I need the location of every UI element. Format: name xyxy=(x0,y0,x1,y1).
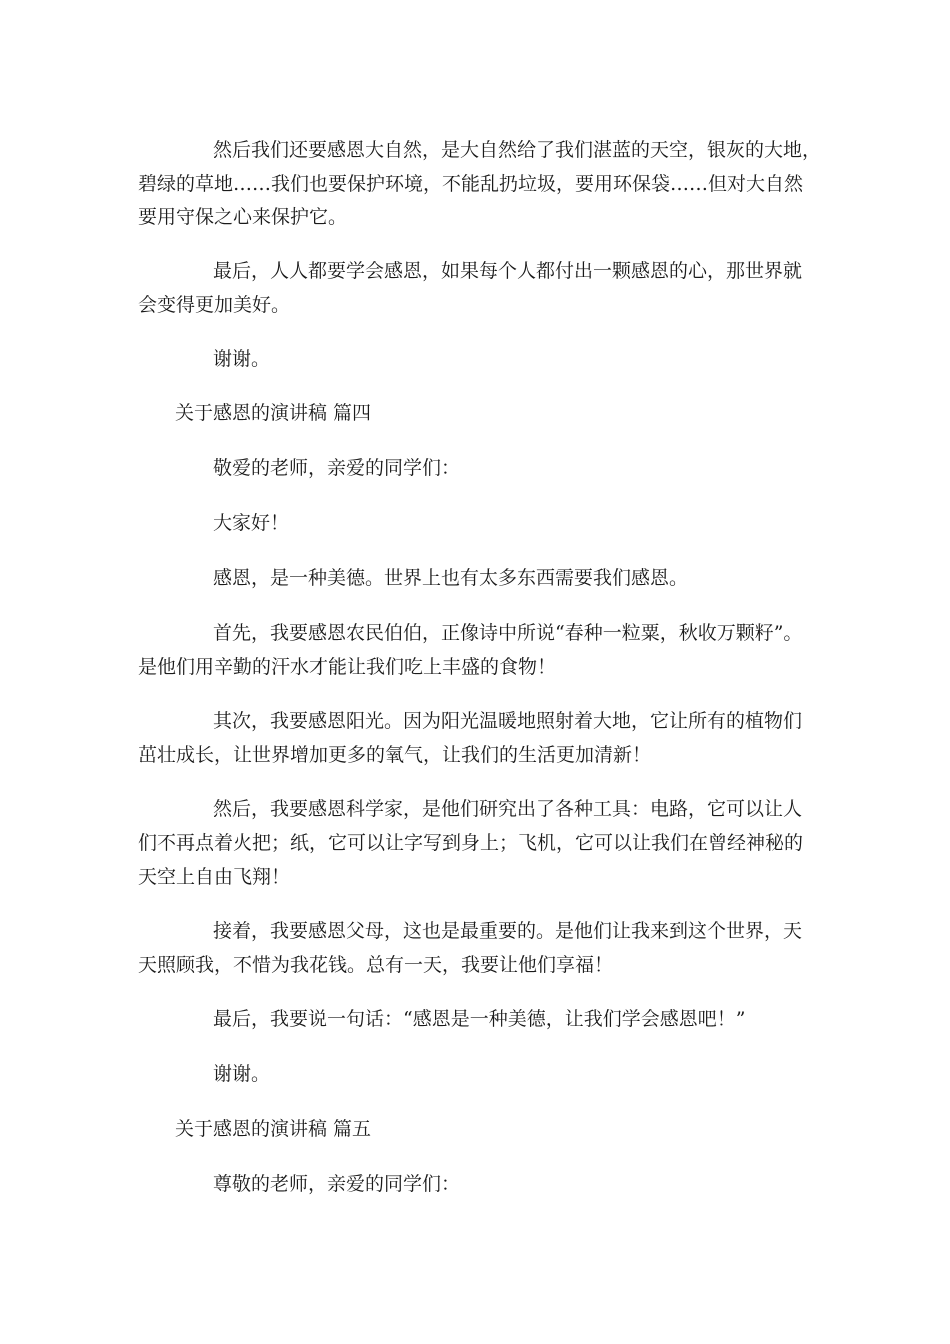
paragraph-line: 最后，人人都要学会感恩，如果每个人都付出一颗感恩的心，那世界就 xyxy=(213,260,803,282)
paragraph-line: 其次，我要感恩阳光。因为阳光温暖地照射着大地，它让所有的植物们 xyxy=(213,710,803,732)
paragraph-line: 天空上自由飞翔！ xyxy=(138,866,291,888)
paragraph-line: 要用守保之心来保护它。 xyxy=(138,206,348,228)
paragraph-line: 接着，我要感恩父母，这也是最重要的。是他们让我来到这个世界，天 xyxy=(213,920,803,942)
section-heading: 关于感恩的演讲稿 篇四 xyxy=(175,402,372,424)
paragraph-line: 首先，我要感恩农民伯伯，正像诗中所说“春种一粒粟，秋收万颗籽”。 xyxy=(213,622,803,644)
paragraph-line: 谢谢。 xyxy=(213,348,271,370)
paragraph-line: 谢谢。 xyxy=(213,1063,271,1085)
paragraph-line: 然后，我要感恩科学家，是他们研究出了各种工具：电路，它可以让人 xyxy=(213,798,803,820)
paragraph-line: 感恩，是一种美德。世界上也有太多东西需要我们感恩。 xyxy=(213,567,689,589)
paragraph-line: 茁壮成长，让世界增加更多的氧气，让我们的生活更加清新！ xyxy=(138,744,652,766)
section-heading: 关于感恩的演讲稿 篇五 xyxy=(175,1118,372,1140)
paragraph-line: 敬爱的老师，亲爱的同学们： xyxy=(213,457,461,479)
paragraph-line: 最后，我要说一句话：“感恩是一种美德，让我们学会感恩吧！” xyxy=(213,1008,746,1030)
paragraph-line: 会变得更加美好。 xyxy=(138,294,291,316)
paragraph-line: 大家好！ xyxy=(213,512,290,534)
paragraph-line: 们不再点着火把；纸，它可以让字写到身上；飞机，它可以让我们在曾经神秘的 xyxy=(138,832,804,854)
paragraph-line: 然后我们还要感恩大自然，是大自然给了我们湛蓝的天空，银灰的大地， xyxy=(213,139,822,161)
paragraph-line: 碧绿的草地……我们也要保护环境，不能乱扔垃圾，要用环保袋……但对大自然 xyxy=(138,173,804,195)
paragraph-line: 是他们用辛勤的汗水才能让我们吃上丰盛的食物！ xyxy=(138,656,557,678)
paragraph-line: 天照顾我，不惜为我花钱。总有一天，我要让他们享福！ xyxy=(138,954,614,976)
paragraph-line: 尊敬的老师，亲爱的同学们： xyxy=(213,1173,461,1195)
